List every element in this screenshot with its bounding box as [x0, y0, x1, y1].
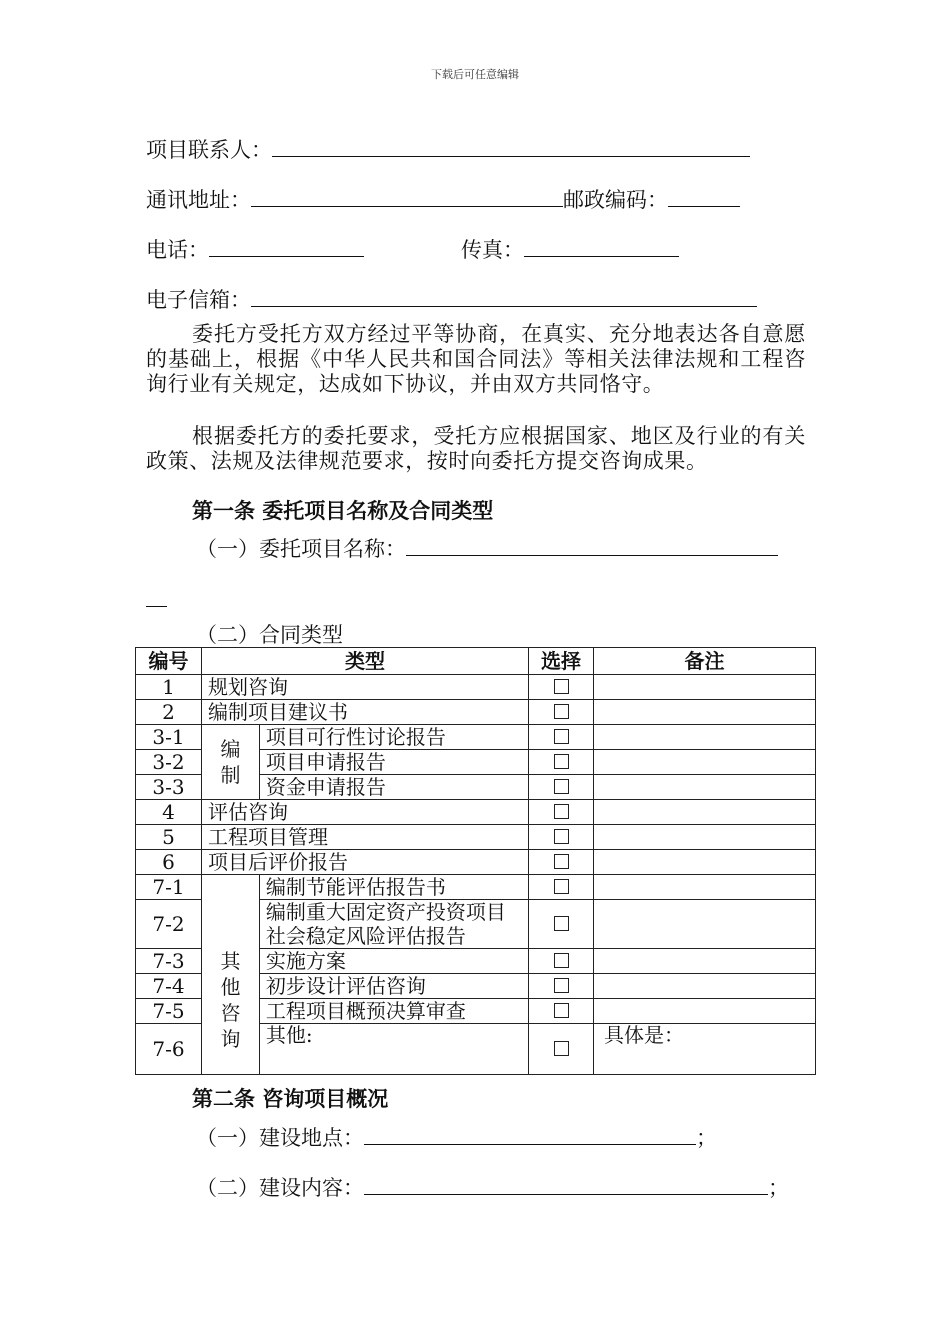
- note-cell[interactable]: [594, 700, 816, 725]
- page-header: 下载后可任意编辑: [431, 68, 519, 81]
- select-cell: [529, 700, 594, 725]
- row-type: 工程项目管理: [202, 825, 529, 850]
- note-cell[interactable]: [594, 900, 816, 949]
- group-qita-label: 其他咨询: [220, 948, 241, 1051]
- row-type: 编制重大固定资产投资项目社会稳定风险评估报告: [259, 900, 528, 949]
- select-checkbox[interactable]: [554, 704, 569, 719]
- select-cell: [529, 825, 594, 850]
- address-label: 通讯地址：: [146, 188, 251, 212]
- content-line: [196, 1174, 789, 1201]
- select-cell: [529, 725, 594, 750]
- row-type: 评估咨询: [202, 800, 529, 825]
- select-cell: [529, 750, 594, 775]
- row-no: 6: [136, 850, 202, 875]
- header-note: 备注: [594, 648, 816, 675]
- select-checkbox[interactable]: [554, 804, 569, 819]
- address-line: [146, 186, 740, 213]
- row-type: 规划咨询: [202, 675, 529, 700]
- select-cell: [529, 850, 594, 875]
- header-select: 选择: [529, 648, 594, 675]
- contact-person-field[interactable]: [272, 136, 750, 157]
- row-no: 7-2: [136, 900, 202, 949]
- note-cell[interactable]: [594, 999, 816, 1024]
- table-row: [136, 825, 816, 850]
- row-type: 编制节能评估报告书: [259, 875, 528, 900]
- row-no: 4: [136, 800, 202, 825]
- table-row: [136, 725, 816, 750]
- select-checkbox[interactable]: [554, 679, 569, 694]
- select-cell: [529, 1024, 594, 1075]
- note-cell[interactable]: [594, 949, 816, 974]
- row-type: 编制项目建议书: [202, 700, 529, 725]
- group-qita: [202, 875, 260, 1075]
- select-cell: [529, 999, 594, 1024]
- contact-person-line: [146, 136, 750, 163]
- select-cell: [529, 775, 594, 800]
- select-checkbox[interactable]: [554, 916, 569, 931]
- table-row: [136, 675, 816, 700]
- select-cell: [529, 900, 594, 949]
- select-cell: [529, 875, 594, 900]
- select-checkbox[interactable]: [554, 879, 569, 894]
- project-name-label: （一）委托项目名称：: [196, 537, 406, 561]
- note-cell[interactable]: [594, 750, 816, 775]
- row-type: 项目可行性讨论报告: [259, 725, 528, 750]
- select-checkbox[interactable]: [554, 1041, 569, 1056]
- row-no: 7-1: [136, 875, 202, 900]
- select-cell: [529, 675, 594, 700]
- location-field[interactable]: [364, 1124, 696, 1145]
- row-no: 2: [136, 700, 202, 725]
- contract-type-table: [135, 647, 816, 1075]
- select-checkbox[interactable]: [554, 829, 569, 844]
- article-1-title: 第一条 委托项目名称及合同类型: [192, 498, 494, 523]
- note-cell[interactable]: [594, 875, 816, 900]
- row-type: 其他:: [259, 1024, 528, 1075]
- intro-paragraph-1: 委托方受托方双方经过平等协商，在真实、充分地表达各自意愿的基础上，根据《中华人民共和国合同法》等相关法律法规和工程咨询行业有关规定，达成如下协议，并由双方共同恪守。: [146, 322, 806, 396]
- select-cell: [529, 974, 594, 999]
- row-type: 工程项目概预决算审查: [259, 999, 528, 1024]
- table-row: [136, 875, 816, 900]
- row-type: 初步设计评估咨询: [259, 974, 528, 999]
- select-checkbox[interactable]: [554, 953, 569, 968]
- note-cell[interactable]: [594, 675, 816, 700]
- content-label: （二）建设内容：: [196, 1176, 364, 1200]
- email-label: 电子信箱：: [146, 288, 251, 312]
- select-checkbox[interactable]: [554, 754, 569, 769]
- phone-label: 电话：: [146, 238, 209, 262]
- location-line: [196, 1124, 717, 1151]
- fax-field[interactable]: [524, 236, 679, 257]
- intro-paragraph-2: 根据委托方的委托要求，受托方应根据国家、地区及行业的有关政策、法规及法律规范要求，按时向委托方提交咨询成果。: [146, 424, 806, 473]
- email-field[interactable]: [251, 286, 757, 307]
- row-no: 1: [136, 675, 202, 700]
- row-type: 资金申请报告: [259, 775, 528, 800]
- table-row: [136, 800, 816, 825]
- postcode-label: 邮政编码：: [563, 188, 668, 212]
- note-cell[interactable]: 具体是：: [594, 1024, 816, 1075]
- table-header-row: [136, 648, 816, 675]
- table-row: [136, 850, 816, 875]
- location-label: （一）建设地点：: [196, 1126, 364, 1150]
- table-row: [136, 700, 816, 725]
- group-bianzhi-label: 编制: [220, 737, 241, 787]
- select-checkbox[interactable]: [554, 978, 569, 993]
- project-name-field[interactable]: [406, 535, 778, 556]
- location-end: ；: [696, 1126, 717, 1150]
- phone-field[interactable]: [209, 236, 364, 257]
- select-cell: [529, 800, 594, 825]
- contact-person-label: 项目联系人：: [146, 138, 272, 162]
- postcode-field[interactable]: [668, 186, 740, 207]
- group-bianzhi: [202, 725, 260, 800]
- note-cell[interactable]: [594, 850, 816, 875]
- row-no: 7-3: [136, 949, 202, 974]
- row-no: 7-5: [136, 999, 202, 1024]
- row-no: 7-4: [136, 974, 202, 999]
- row-no: 3-3: [136, 775, 202, 800]
- select-checkbox[interactable]: [554, 779, 569, 794]
- select-checkbox[interactable]: [554, 1003, 569, 1018]
- project-name-line: [196, 535, 778, 562]
- note-cell[interactable]: [594, 775, 816, 800]
- row-type: 项目后评价报告: [202, 850, 529, 875]
- address-field[interactable]: [251, 186, 563, 207]
- note-cell[interactable]: [594, 725, 816, 750]
- select-checkbox[interactable]: [554, 729, 569, 744]
- note-cell[interactable]: [594, 800, 816, 825]
- content-end: ；: [768, 1176, 789, 1200]
- row-no: 5: [136, 825, 202, 850]
- email-line: [146, 286, 757, 313]
- content-field[interactable]: [364, 1174, 768, 1195]
- row-type: 实施方案: [259, 949, 528, 974]
- header-no: 编号: [136, 648, 202, 675]
- contract-type-label: （二）合同类型: [196, 623, 343, 647]
- note-cell[interactable]: [594, 974, 816, 999]
- header-type: 类型: [202, 648, 529, 675]
- note-cell[interactable]: [594, 825, 816, 850]
- select-checkbox[interactable]: [554, 854, 569, 869]
- phone-fax-line: [146, 236, 679, 263]
- fax-label: 传真：: [461, 238, 524, 262]
- select-cell: [529, 949, 594, 974]
- row-no: 3-2: [136, 750, 202, 775]
- row-no: 7-6: [136, 1024, 202, 1075]
- row-no: 3-1: [136, 725, 202, 750]
- row-type: 项目申请报告: [259, 750, 528, 775]
- article-2-title: 第二条 咨询项目概况: [192, 1086, 389, 1111]
- project-name-field-continuation: [146, 606, 167, 607]
